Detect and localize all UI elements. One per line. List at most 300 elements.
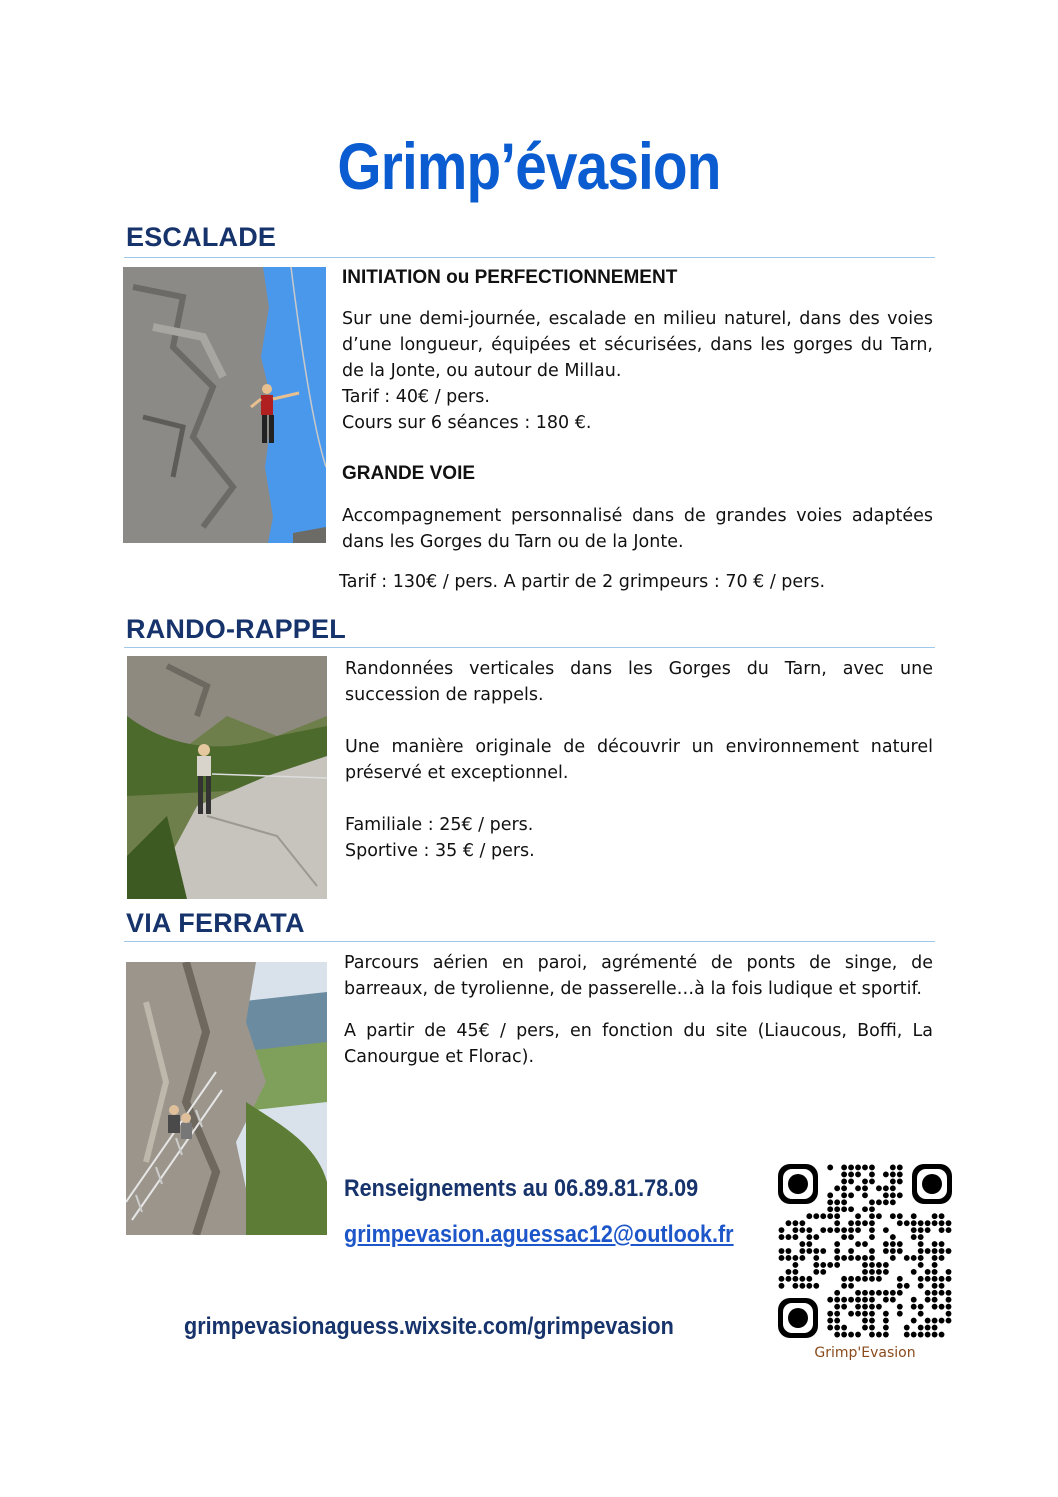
qr-module	[918, 1304, 924, 1310]
qr-module	[869, 1325, 875, 1331]
qr-module	[925, 1248, 931, 1254]
qr-module	[876, 1269, 882, 1275]
subheading-grande-voie: GRANDE VOIE	[342, 463, 476, 484]
qr-module	[939, 1318, 945, 1324]
qr-module	[834, 1262, 840, 1268]
qr-module	[876, 1332, 882, 1338]
subheading-initiation: INITIATION ou PERFECTIONNEMENT	[342, 267, 678, 288]
qr-module	[841, 1178, 847, 1184]
website-link[interactable]: grimpevasionaguess.wixsite.com/grimpevasion	[184, 1313, 674, 1340]
qr-module	[869, 1255, 875, 1261]
qr-module	[883, 1297, 889, 1303]
qr-module	[834, 1290, 840, 1296]
qr-module	[827, 1325, 833, 1331]
qr-module	[834, 1248, 840, 1254]
qr-module	[841, 1206, 847, 1212]
qr-module	[883, 1262, 889, 1268]
qr-module	[862, 1178, 868, 1184]
qr-module	[946, 1290, 952, 1296]
qr-module	[911, 1213, 917, 1219]
qr-module	[918, 1255, 924, 1261]
via-ferrata-photo	[126, 962, 327, 1235]
qr-module	[869, 1332, 875, 1338]
qr-module	[827, 1227, 833, 1233]
qr-module	[862, 1262, 868, 1268]
qr-module	[848, 1255, 854, 1261]
qr-module	[813, 1269, 819, 1275]
qr-module	[925, 1318, 931, 1324]
qr-module	[932, 1262, 938, 1268]
qr-module	[869, 1199, 875, 1205]
qr-module	[932, 1283, 938, 1289]
qr-module	[890, 1297, 896, 1303]
qr-module	[932, 1276, 938, 1282]
qr-module	[855, 1290, 861, 1296]
qr-module	[897, 1304, 903, 1310]
qr-module	[827, 1318, 833, 1324]
qr-module	[890, 1234, 896, 1240]
qr-module	[890, 1178, 896, 1184]
qr-module	[841, 1234, 847, 1240]
rando-rappel-text-1: Randonnées verticales dans les Gorges du Tarn, avec une succession de rappels.	[345, 659, 933, 705]
qr-module	[862, 1304, 868, 1310]
qr-module	[827, 1206, 833, 1212]
qr-module	[876, 1213, 882, 1219]
qr-module	[904, 1332, 910, 1338]
qr-module	[869, 1172, 875, 1178]
qr-finder-top-right	[912, 1164, 952, 1204]
qr-module	[862, 1255, 868, 1261]
qr-module	[827, 1297, 833, 1303]
qr-module	[806, 1234, 812, 1240]
qr-module	[855, 1227, 861, 1233]
qr-module	[890, 1199, 896, 1205]
qr-module	[792, 1276, 798, 1282]
qr-module	[813, 1248, 819, 1254]
grande-voie-text: Accompagnement personnalisé dans de grandes voies adaptées dans les Gorges du Tarn ou de la Jonte.	[342, 506, 933, 552]
qr-module	[869, 1290, 875, 1296]
qr-module	[779, 1276, 785, 1282]
qr-module	[939, 1276, 945, 1282]
qr-caption: Grimp'Evasion	[814, 1345, 916, 1361]
qr-module	[911, 1269, 917, 1275]
qr-module	[862, 1290, 868, 1296]
qr-module	[827, 1165, 833, 1171]
qr-module	[946, 1276, 952, 1282]
qr-module	[876, 1304, 882, 1310]
qr-module	[786, 1248, 792, 1254]
qr-module	[834, 1311, 840, 1317]
qr-module	[848, 1192, 854, 1198]
qr-module	[786, 1234, 792, 1240]
qr-module	[897, 1241, 903, 1247]
qr-module	[792, 1255, 798, 1261]
qr-module	[848, 1248, 854, 1254]
qr-module	[820, 1262, 826, 1268]
qr-module	[939, 1227, 945, 1233]
initiation-tarif: Tarif : 40€ / pers.	[342, 387, 490, 407]
qr-module	[806, 1213, 812, 1219]
qr-module	[834, 1241, 840, 1247]
qr-module	[932, 1255, 938, 1261]
qr-module	[855, 1304, 861, 1310]
qr-module	[841, 1276, 847, 1282]
qr-module	[890, 1248, 896, 1254]
rando-rappel-sportive: Sportive : 35 € / pers.	[345, 841, 535, 861]
qr-module	[786, 1220, 792, 1226]
qr-module	[786, 1269, 792, 1275]
qr-module	[946, 1297, 952, 1303]
qr-finder-top-left	[778, 1164, 818, 1204]
qr-finder-bottom-left	[778, 1298, 818, 1338]
qr-module	[848, 1332, 854, 1338]
qr-module	[869, 1304, 875, 1310]
contact-phone: Renseignements au 06.89.81.78.09	[344, 1175, 699, 1202]
qr-module	[883, 1269, 889, 1275]
qr-module	[883, 1227, 889, 1233]
initiation-description	[342, 306, 933, 436]
qr-module	[841, 1199, 847, 1205]
section-heading-escalade: ESCALADE	[126, 222, 277, 252]
initiation-cours: Cours sur 6 séances : 180 €.	[342, 413, 592, 433]
qr-module	[848, 1172, 854, 1178]
qr-module	[883, 1290, 889, 1296]
qr-module	[890, 1290, 896, 1296]
qr-module	[779, 1227, 785, 1233]
qr-module	[897, 1248, 903, 1254]
escalade-photo	[123, 267, 326, 543]
qr-module	[890, 1185, 896, 1191]
qr-module	[883, 1318, 889, 1324]
qr-module	[946, 1227, 952, 1233]
qr-module	[827, 1311, 833, 1317]
qr-module	[918, 1276, 924, 1282]
qr-module	[890, 1172, 896, 1178]
qr-module	[946, 1220, 952, 1226]
qr-code-graphic	[778, 1164, 952, 1338]
qr-module	[841, 1255, 847, 1261]
qr-module	[834, 1325, 840, 1331]
qr-module	[862, 1206, 868, 1212]
qr-module	[876, 1185, 882, 1191]
qr-module	[946, 1248, 952, 1254]
qr-module	[813, 1234, 819, 1240]
section-heading-rando-rappel: RANDO-RAPPEL	[126, 614, 346, 644]
qr-module	[799, 1241, 805, 1247]
qr-module	[897, 1213, 903, 1219]
qr-module	[792, 1220, 798, 1226]
qr-module	[869, 1165, 875, 1171]
qr-module	[911, 1255, 917, 1261]
qr-module	[848, 1178, 854, 1184]
qr-module	[869, 1206, 875, 1212]
qr-module	[841, 1227, 847, 1233]
qr-module	[848, 1227, 854, 1233]
qr-module	[890, 1241, 896, 1247]
qr-module	[841, 1283, 847, 1289]
qr-module	[848, 1283, 854, 1289]
qr-module	[813, 1262, 819, 1268]
spacer	[345, 786, 933, 812]
qr-module	[939, 1255, 945, 1261]
qr-module	[897, 1165, 903, 1171]
qr-module	[820, 1248, 826, 1254]
qr-module	[932, 1297, 938, 1303]
qr-module	[897, 1192, 903, 1198]
qr-module	[883, 1311, 889, 1317]
qr-module	[925, 1297, 931, 1303]
qr-module	[869, 1178, 875, 1184]
qr-module	[848, 1311, 854, 1317]
qr-module	[792, 1283, 798, 1289]
qr-module	[883, 1248, 889, 1254]
qr-module	[841, 1185, 847, 1191]
rando-rappel-text-2: Une manière originale de découvrir un environnement naturel préservé et exceptionnel.	[345, 737, 933, 783]
qr-module	[911, 1304, 917, 1310]
qr-module	[869, 1297, 875, 1303]
qr-module	[932, 1332, 938, 1338]
rando-rappel-photo	[127, 656, 327, 899]
qr-module	[932, 1269, 938, 1275]
qr-module	[862, 1269, 868, 1275]
qr-module	[939, 1248, 945, 1254]
qr-module	[939, 1220, 945, 1226]
qr-module	[855, 1255, 861, 1261]
qr-module	[869, 1220, 875, 1226]
qr-module	[869, 1262, 875, 1268]
qr-module	[946, 1269, 952, 1275]
qr-module	[848, 1206, 854, 1212]
qr-module	[848, 1297, 854, 1303]
qr-module	[792, 1262, 798, 1268]
qr-module	[925, 1290, 931, 1296]
qr-module	[799, 1227, 805, 1233]
qr-module	[862, 1185, 868, 1191]
qr-module	[904, 1325, 910, 1331]
qr-module	[883, 1241, 889, 1247]
qr-module	[932, 1220, 938, 1226]
qr-module	[779, 1283, 785, 1289]
qr-module	[834, 1304, 840, 1310]
qr-module	[946, 1311, 952, 1317]
qr-module	[841, 1165, 847, 1171]
qr-module	[939, 1283, 945, 1289]
qr-module	[883, 1172, 889, 1178]
qr-module	[813, 1213, 819, 1219]
qr-module	[918, 1325, 924, 1331]
qr-module	[939, 1213, 945, 1219]
qr-module	[911, 1220, 917, 1226]
qr-module	[813, 1255, 819, 1261]
qr-module	[841, 1192, 847, 1198]
qr-module	[904, 1283, 910, 1289]
rando-rappel-description	[345, 656, 933, 864]
qr-module	[939, 1241, 945, 1247]
qr-module	[890, 1255, 896, 1261]
qr-module	[932, 1325, 938, 1331]
qr-module	[862, 1165, 868, 1171]
qr-module	[876, 1199, 882, 1205]
qr-module	[918, 1311, 924, 1317]
qr-module	[855, 1241, 861, 1247]
qr-module	[806, 1276, 812, 1282]
qr-module	[918, 1227, 924, 1233]
qr-module	[869, 1311, 875, 1317]
qr-module	[869, 1234, 875, 1240]
qr-module	[918, 1262, 924, 1268]
qr-module	[876, 1262, 882, 1268]
qr-module	[897, 1283, 903, 1289]
qr-module	[855, 1311, 861, 1317]
qr-module	[855, 1332, 861, 1338]
qr-module	[848, 1276, 854, 1282]
qr-module	[855, 1185, 861, 1191]
initiation-text: Sur une demi-journée, escalade en milieu naturel, dans des voies d’une longueur, équipées et sécurisées, dans les gorges du Tarn, de la Jonte, ou autour de Millau.	[342, 309, 933, 381]
qr-module	[890, 1165, 896, 1171]
qr-module	[883, 1192, 889, 1198]
qr-module	[918, 1241, 924, 1247]
qr-module	[827, 1199, 833, 1205]
section-rule	[124, 941, 935, 942]
qr-module	[876, 1290, 882, 1296]
qr-module	[855, 1172, 861, 1178]
qr-module	[841, 1297, 847, 1303]
qr-module	[925, 1276, 931, 1282]
qr-module	[799, 1248, 805, 1254]
qr-module	[834, 1185, 840, 1191]
qr-module	[855, 1213, 861, 1219]
qr-module	[939, 1332, 945, 1338]
qr-code[interactable]	[778, 1164, 952, 1338]
qr-module	[855, 1220, 861, 1226]
qr-module	[932, 1248, 938, 1254]
qr-module	[932, 1241, 938, 1247]
section-rule	[124, 647, 935, 648]
qr-module	[876, 1276, 882, 1282]
contact-email-link[interactable]: grimpevasion.aguessac12@outlook.fr	[344, 1221, 734, 1248]
qr-module	[897, 1172, 903, 1178]
qr-module	[918, 1283, 924, 1289]
qr-module	[897, 1276, 903, 1282]
qr-module	[897, 1311, 903, 1317]
qr-module	[792, 1269, 798, 1275]
qr-module	[869, 1269, 875, 1275]
qr-module	[799, 1276, 805, 1282]
qr-module	[792, 1234, 798, 1240]
qr-module	[904, 1220, 910, 1226]
qr-module	[799, 1255, 805, 1261]
qr-module	[862, 1311, 868, 1317]
qr-module	[932, 1290, 938, 1296]
qr-module	[862, 1318, 868, 1324]
qr-module	[848, 1234, 854, 1240]
qr-module	[813, 1283, 819, 1289]
grande-voie-description	[342, 503, 933, 555]
qr-module	[779, 1234, 785, 1240]
qr-module	[806, 1241, 812, 1247]
qr-module	[932, 1318, 938, 1324]
qr-module	[946, 1304, 952, 1310]
via-ferrata-text-1: Parcours aérien en paroi, agrémenté de ponts de singe, de barreaux, de tyrolienne, de passerelle…à la fois ludique et sportif.	[344, 953, 933, 999]
qr-module	[911, 1227, 917, 1233]
qr-module	[869, 1248, 875, 1254]
via-ferrata-description	[344, 950, 933, 1070]
qr-module	[897, 1290, 903, 1296]
qr-module	[911, 1332, 917, 1338]
qr-module	[862, 1325, 868, 1331]
qr-module	[834, 1220, 840, 1226]
qr-module	[862, 1276, 868, 1282]
qr-module	[855, 1297, 861, 1303]
qr-module	[862, 1297, 868, 1303]
qr-module	[806, 1227, 812, 1233]
qr-module	[883, 1185, 889, 1191]
qr-module	[834, 1255, 840, 1261]
rando-rappel-familiale: Familiale : 25€ / pers.	[345, 815, 534, 835]
qr-module	[925, 1332, 931, 1338]
qr-module	[869, 1276, 875, 1282]
qr-module	[799, 1220, 805, 1226]
spacer	[345, 708, 933, 734]
qr-module	[897, 1178, 903, 1184]
qr-module	[862, 1192, 868, 1198]
qr-module	[806, 1248, 812, 1254]
qr-module	[827, 1213, 833, 1219]
qr-module	[911, 1318, 917, 1324]
qr-module	[925, 1325, 931, 1331]
spacer	[344, 1002, 933, 1018]
qr-module	[883, 1325, 889, 1331]
qr-module	[792, 1227, 798, 1233]
qr-module	[834, 1332, 840, 1338]
qr-module	[918, 1234, 924, 1240]
qr-module	[918, 1248, 924, 1254]
qr-module	[779, 1248, 785, 1254]
qr-module	[890, 1192, 896, 1198]
grande-voie-tarif: Tarif : 130€ / pers. A partir de 2 grimpeurs : 70 € / pers.	[339, 572, 826, 592]
qr-module	[806, 1283, 812, 1289]
qr-module	[883, 1199, 889, 1205]
qr-module	[904, 1255, 910, 1261]
qr-module	[834, 1199, 840, 1205]
qr-module	[786, 1255, 792, 1261]
qr-module	[834, 1213, 840, 1219]
qr-module	[827, 1192, 833, 1198]
qr-module	[848, 1165, 854, 1171]
qr-module	[911, 1234, 917, 1240]
qr-module	[925, 1227, 931, 1233]
qr-module	[841, 1304, 847, 1310]
qr-module	[911, 1297, 917, 1303]
qr-module	[890, 1213, 896, 1219]
qr-module	[869, 1318, 875, 1324]
qr-module	[869, 1227, 875, 1233]
qr-module	[779, 1255, 785, 1261]
qr-module	[855, 1276, 861, 1282]
page-title: Grimp’évasion	[337, 129, 721, 203]
qr-module	[834, 1318, 840, 1324]
qr-module	[939, 1304, 945, 1310]
qr-module	[834, 1206, 840, 1212]
qr-module	[841, 1325, 847, 1331]
section-rule	[124, 257, 935, 258]
qr-module	[862, 1220, 868, 1226]
qr-module	[799, 1283, 805, 1289]
qr-module	[932, 1213, 938, 1219]
qr-module	[939, 1290, 945, 1296]
qr-module	[820, 1227, 826, 1233]
qr-module	[925, 1220, 931, 1226]
